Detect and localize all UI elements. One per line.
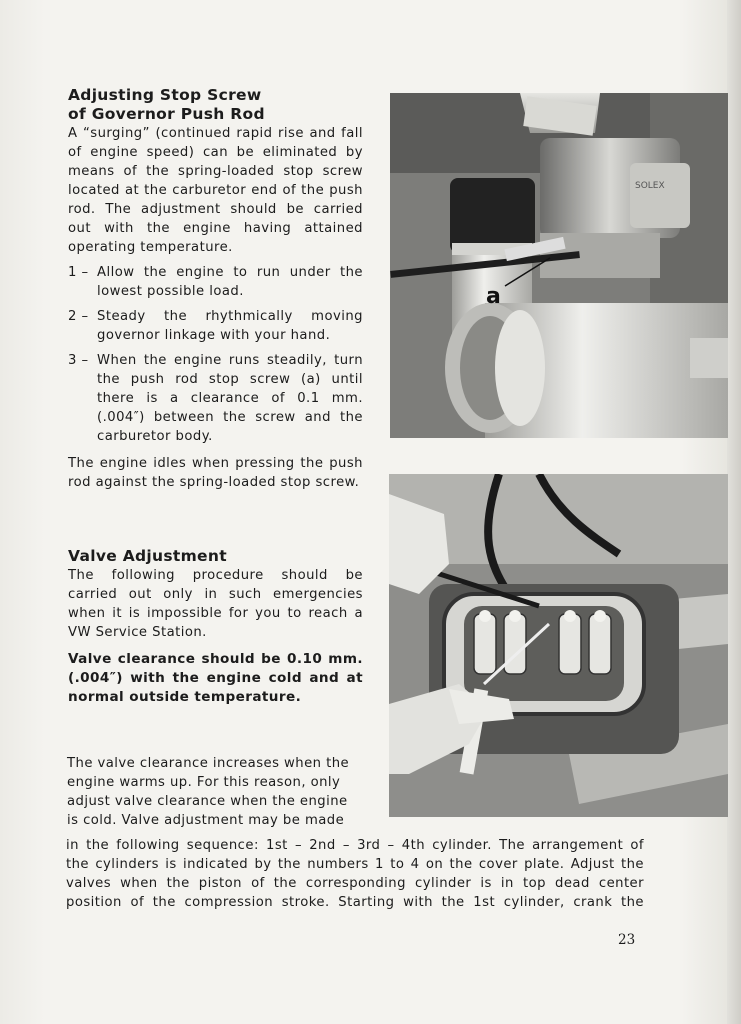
para-line: The valve clearance increases when the <box>67 756 350 771</box>
para-line: engine warms up. For this reason, only <box>67 775 341 790</box>
valve-section-title: Valve Adjustment <box>68 547 227 565</box>
callout-label-a: a <box>486 284 501 309</box>
step-item-3 <box>68 351 363 446</box>
para-line: is cold. Valve adjustment may be made <box>67 813 345 828</box>
page-number: 23 <box>618 932 636 948</box>
valve-intro: The following procedure should be carried out only in such emergencies when it is impossible for you to reach a VW Service Station. <box>68 568 363 640</box>
carb-brand-label: SOLEX <box>635 181 665 191</box>
valve-adjustment-illustration <box>389 474 728 817</box>
para-line: the cylinders is indicated by the numbers 1 to 4 on the cover plate. Adjust the <box>66 857 644 872</box>
step-text: When the engine runs steadily, turn the push rod stop screw (a) until there is a clearance of 0.1 mm. (.004″) between the screw and the carburetor body. <box>97 353 363 444</box>
section-stop-screw <box>68 86 363 492</box>
stop-screw-intro: A “surging” (continued rapid rise and fall of engine speed) can be eliminated by means of the spring-loaded stop screw located at the carburetor end of the push rod. The adjustment should be carried out with the engine having attained operating temperature. <box>68 126 363 255</box>
valve-adjustment-photo <box>389 474 728 817</box>
para-line: position of the compression stroke. Starting with the 1st cylinder, crank the <box>66 895 644 910</box>
carburetor-photo <box>390 93 728 438</box>
step-number: 3 – <box>68 353 89 368</box>
section-valve-adjustment <box>68 547 363 707</box>
step-item-2 <box>68 307 363 345</box>
valve-paragraph-narrow <box>67 754 359 830</box>
step-item-1 <box>68 263 363 301</box>
valve-paragraph-wide <box>66 836 644 912</box>
section-title-line1: Adjusting Stop Screw <box>68 86 262 104</box>
page-binding-edge <box>727 0 741 1024</box>
para-line: valves when the piston of the corresponding cylinder is in top dead center <box>66 876 644 891</box>
para-line: in the following sequence: 1st – 2nd – 3rd – 4th cylinder. The arrangement of <box>66 838 644 853</box>
para-line: adjust valve clearance when the engine <box>67 794 348 809</box>
step-text: Steady the rhythmically moving governor linkage with your hand. <box>97 309 363 343</box>
valve-clearance-note: Valve clearance should be 0.10 mm. (.004″) with the engine cold and at normal outside temperature. <box>68 651 363 705</box>
section-title-line2: of Governor Push Rod <box>68 105 265 123</box>
stop-screw-outro: The engine idles when pressing the push rod against the spring-loaded stop screw. <box>68 456 363 490</box>
step-number: 1 – <box>68 265 89 280</box>
step-number: 2 – <box>68 309 89 324</box>
carburetor-illustration <box>390 93 728 438</box>
step-text: Allow the engine to run under the lowest possible load. <box>97 265 363 299</box>
